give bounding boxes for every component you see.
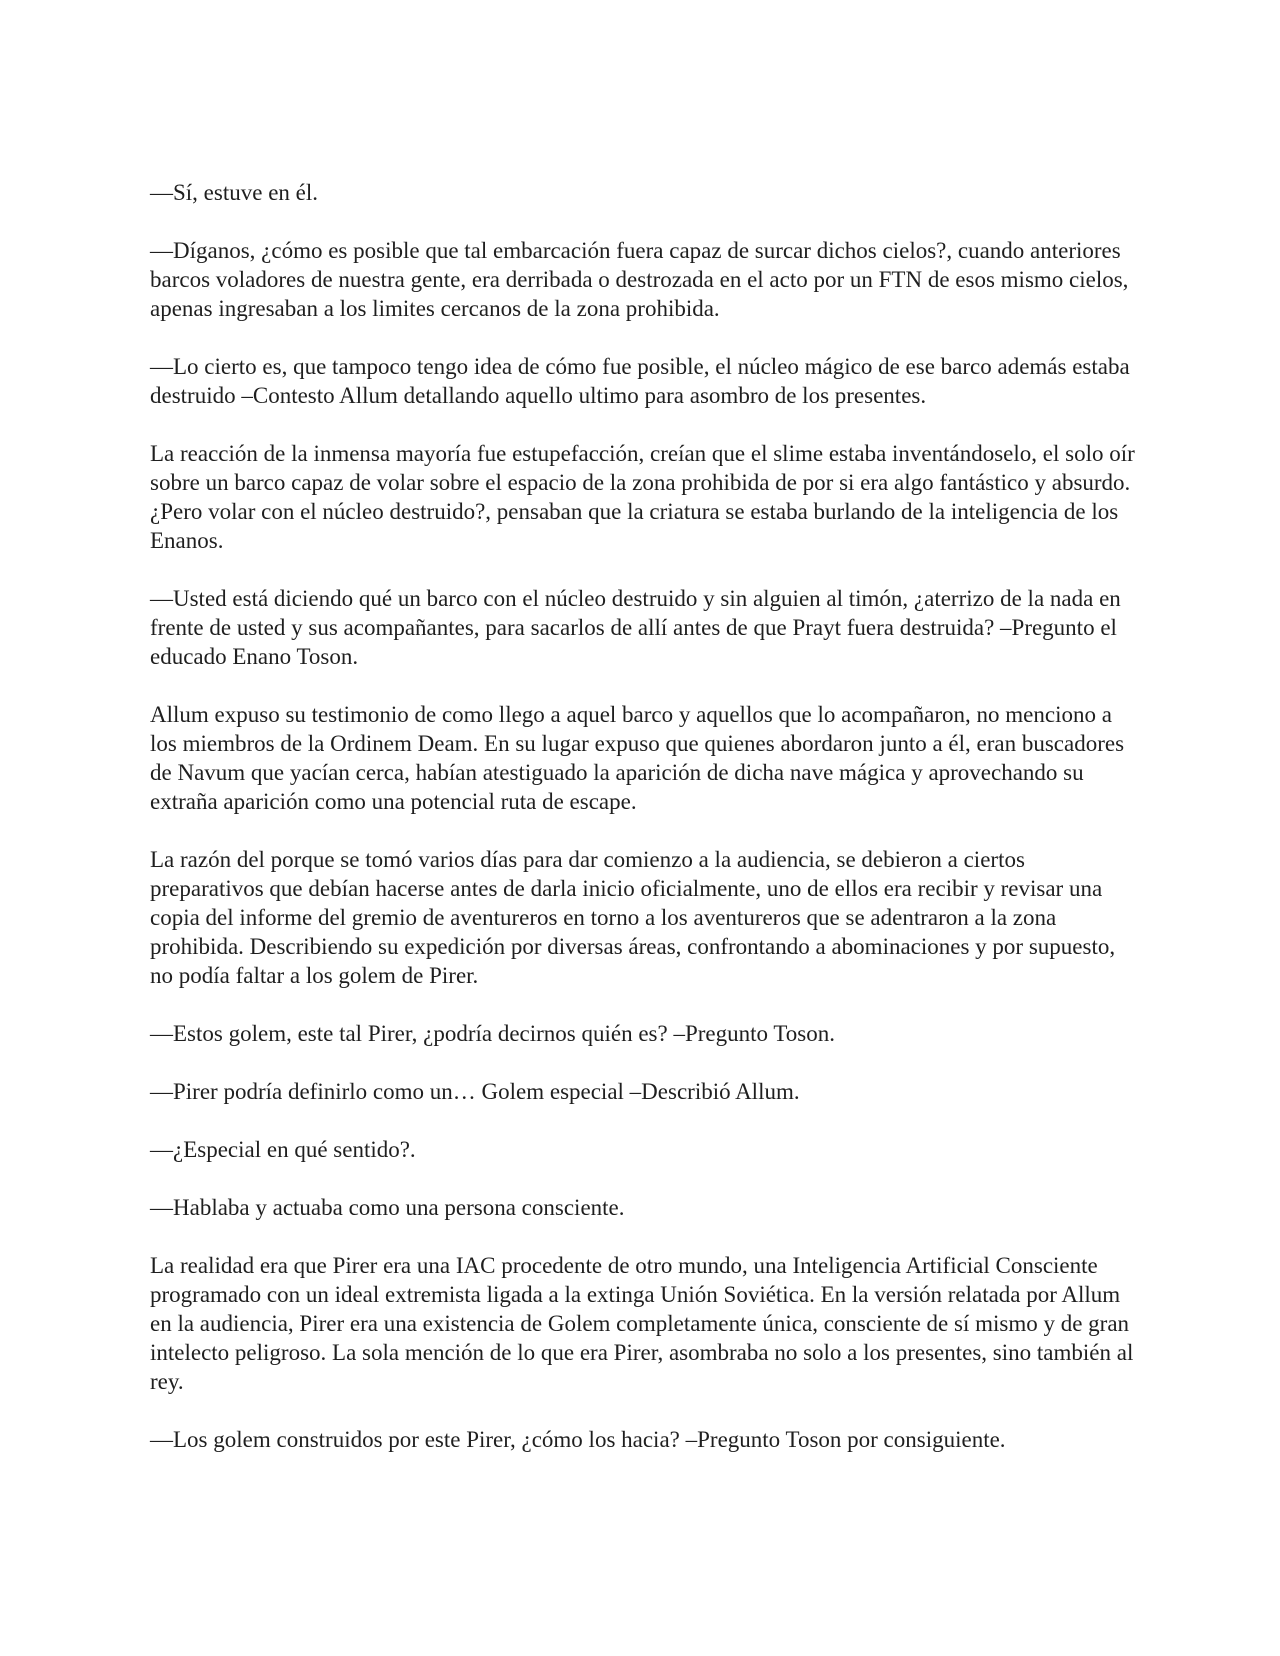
paragraph: La reacción de la inmensa mayoría fue estupefacción, creían que el slime estaba inventándoselo, el solo oír sobre un barco capaz de volar sobre el espacio de la zona prohibida de por si era algo fantástico y absurdo. ¿Pero volar con el núcleo destruido?, pensaban que la criatura se estaba burlando de la inteligencia de los Enanos. <box>150 441 1135 553</box>
paragraph: —Usted está diciendo qué un barco con el núcleo destruido y sin alguien al timón, ¿aterrizo de la nada en frente de usted y sus acompañantes, para sacarlos de allí antes de que Prayt fuera destruida? –Pregunto el educado Enano Toson. <box>150 586 1121 669</box>
paragraph: —Lo cierto es, que tampoco tengo idea de cómo fue posible, el núcleo mágico de ese barco además estaba destruido –Contesto Allum detallando aquello ultimo para asombro de los presentes. <box>150 354 1130 408</box>
paragraph: —¿Especial en qué sentido?. <box>150 1137 416 1162</box>
paragraph: —Estos golem, este tal Pirer, ¿podría decirnos quién es? –Pregunto Toson. <box>150 1021 835 1046</box>
paragraph: La razón del porque se tomó varios días para dar comienzo a la audiencia, se debieron a ciertos preparativos que debían hacerse antes de darla inicio oficialmente, uno de ellos era recibir y revisar una copia del informe del gremio de aventureros en torno a los aventureros que se adentraron a la zona prohibida. Describiendo su expedición por diversas áreas, confrontando a abominaciones y por supuesto, no podía faltar a los golem de Pirer. <box>150 847 1116 988</box>
paragraph: Allum expuso su testimonio de como llego a aquel barco y aquellos que lo acompañaron, no menciono a los miembros de la Ordinem Deam. En su lugar expuso que quienes abordaron junto a él, eran buscadores de Navum que yacían cerca, habían atestiguado la aparición de dicha nave mágica y aprovechando su extraña aparición como una potencial ruta de escape. <box>150 702 1125 814</box>
paragraph: —Sí, estuve en él. <box>150 180 318 205</box>
paragraph: —Los golem construidos por este Pirer, ¿cómo los hacia? –Pregunto Toson por consiguiente. <box>150 1427 1006 1452</box>
document-body <box>150 178 1140 1483</box>
paragraph: —Hablaba y actuaba como una persona consciente. <box>150 1195 625 1220</box>
paragraph: La realidad era que Pirer era una IAC procedente de otro mundo, una Inteligencia Artificial Consciente programado con un ideal extremista ligada a la extinga Unión Soviética. En la versión relatada por Allum en la audiencia, Pirer era una existencia de Golem completamente única, consciente de sí mismo y de gran intelecto peligroso. La sola mención de lo que era Pirer, asombraba no solo a los presentes, sino también al rey. <box>150 1253 1134 1394</box>
paragraph: —Pirer podría definirlo como un… Golem especial –Describió Allum. <box>150 1079 800 1104</box>
paragraph: —Díganos, ¿cómo es posible que tal embarcación fuera capaz de surcar dichos cielos?, cuando anteriores barcos voladores de nuestra gente, era derribada o destrozada en el acto por un FTN de esos mismo cielos, apenas ingresaban a los limites cercanos de la zona prohibida. <box>150 238 1129 321</box>
